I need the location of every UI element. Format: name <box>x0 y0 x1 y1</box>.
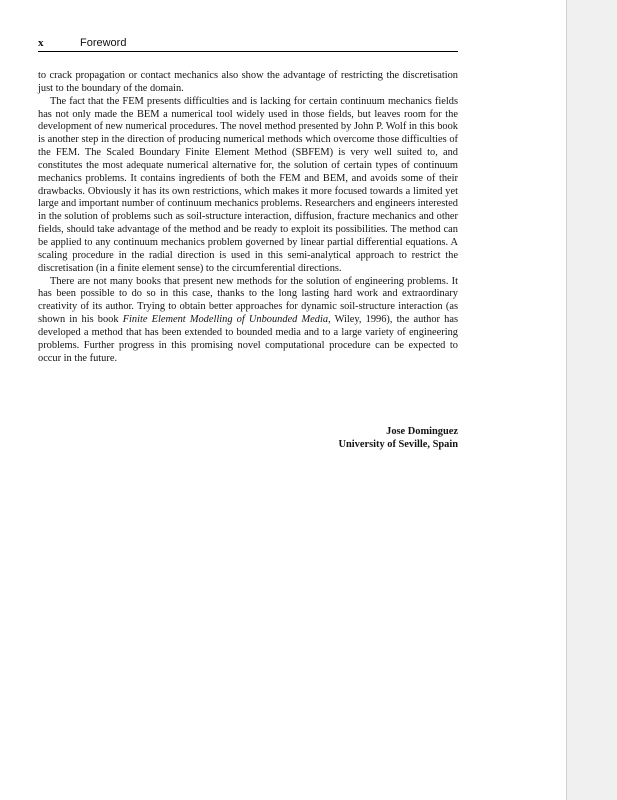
page-header <box>38 37 458 52</box>
paragraph-3-text-b: , Wiley, 1996), the author has developed a method that has been extended to bounded media and to a large variety of engineering problems. Further progress in this promising novel computational procedure can be expected to occur in the future. <box>38 314 458 364</box>
running-head: Foreword <box>80 37 127 49</box>
foreword-body <box>38 70 458 365</box>
viewer-side-panel <box>566 0 617 800</box>
paragraph-2: The fact that the FEM presents difficulties and is lacking for certain continuum mechanics fields has not only made the BEM a numerical tool widely used in those fields, but leaves room for the development of new numerical procedures. The novel method presented by John P. Wolf in this book is another step in the direction of producing numerical methods which overcome those difficulties of the FEM. The Scaled Boundary Finite Element Method (SBFEM) is very well suited to, and constitutes the most adequate numerical alternative for, the solution of certain types of continuum mechanics problems. It contains ingredients of both the FEM and BEM, and avoids some of their drawbacks. Obviously it has its own restrictions, which makes it more focused towards a limited yet large and important number of continuum mechanics problems. Researchers and engineers interested in the solution of problems such as soil-structure interaction, diffusion, fracture mechanics and other fields, should take advantage of the method and be ready to exploit its possibilities. The method can be applied to any continuum mechanics problem governed by linear partial differential equations. A scaling procedure in the radial direction is used in this semi-analytical approach to restrict the discretisation (in a finite element sense) to the circumferential directions. <box>38 95 458 274</box>
page-number: x <box>38 37 44 49</box>
book-title: Finite Element Modelling of Unbounded Media <box>122 314 329 326</box>
paragraph-3-text-a: There are not many books that present new methods for the solution of engineering problems. It has been possible to do so in this case, thanks to the long lasting hard work and extraordinary creativity of its author. Trying to obtain better approaches for dynamic soil-structure interaction (as shown in his book <box>38 275 458 326</box>
author-affiliation: University of Seville, Spain <box>338 438 458 450</box>
signature-block <box>38 426 458 451</box>
paragraph-3 <box>38 276 458 366</box>
author-name: Jose Dominguez <box>386 426 458 437</box>
paragraph-1: to crack propagation or contact mechanics also show the advantage of restricting the discretisation just to the boundary of the domain. <box>38 70 458 94</box>
